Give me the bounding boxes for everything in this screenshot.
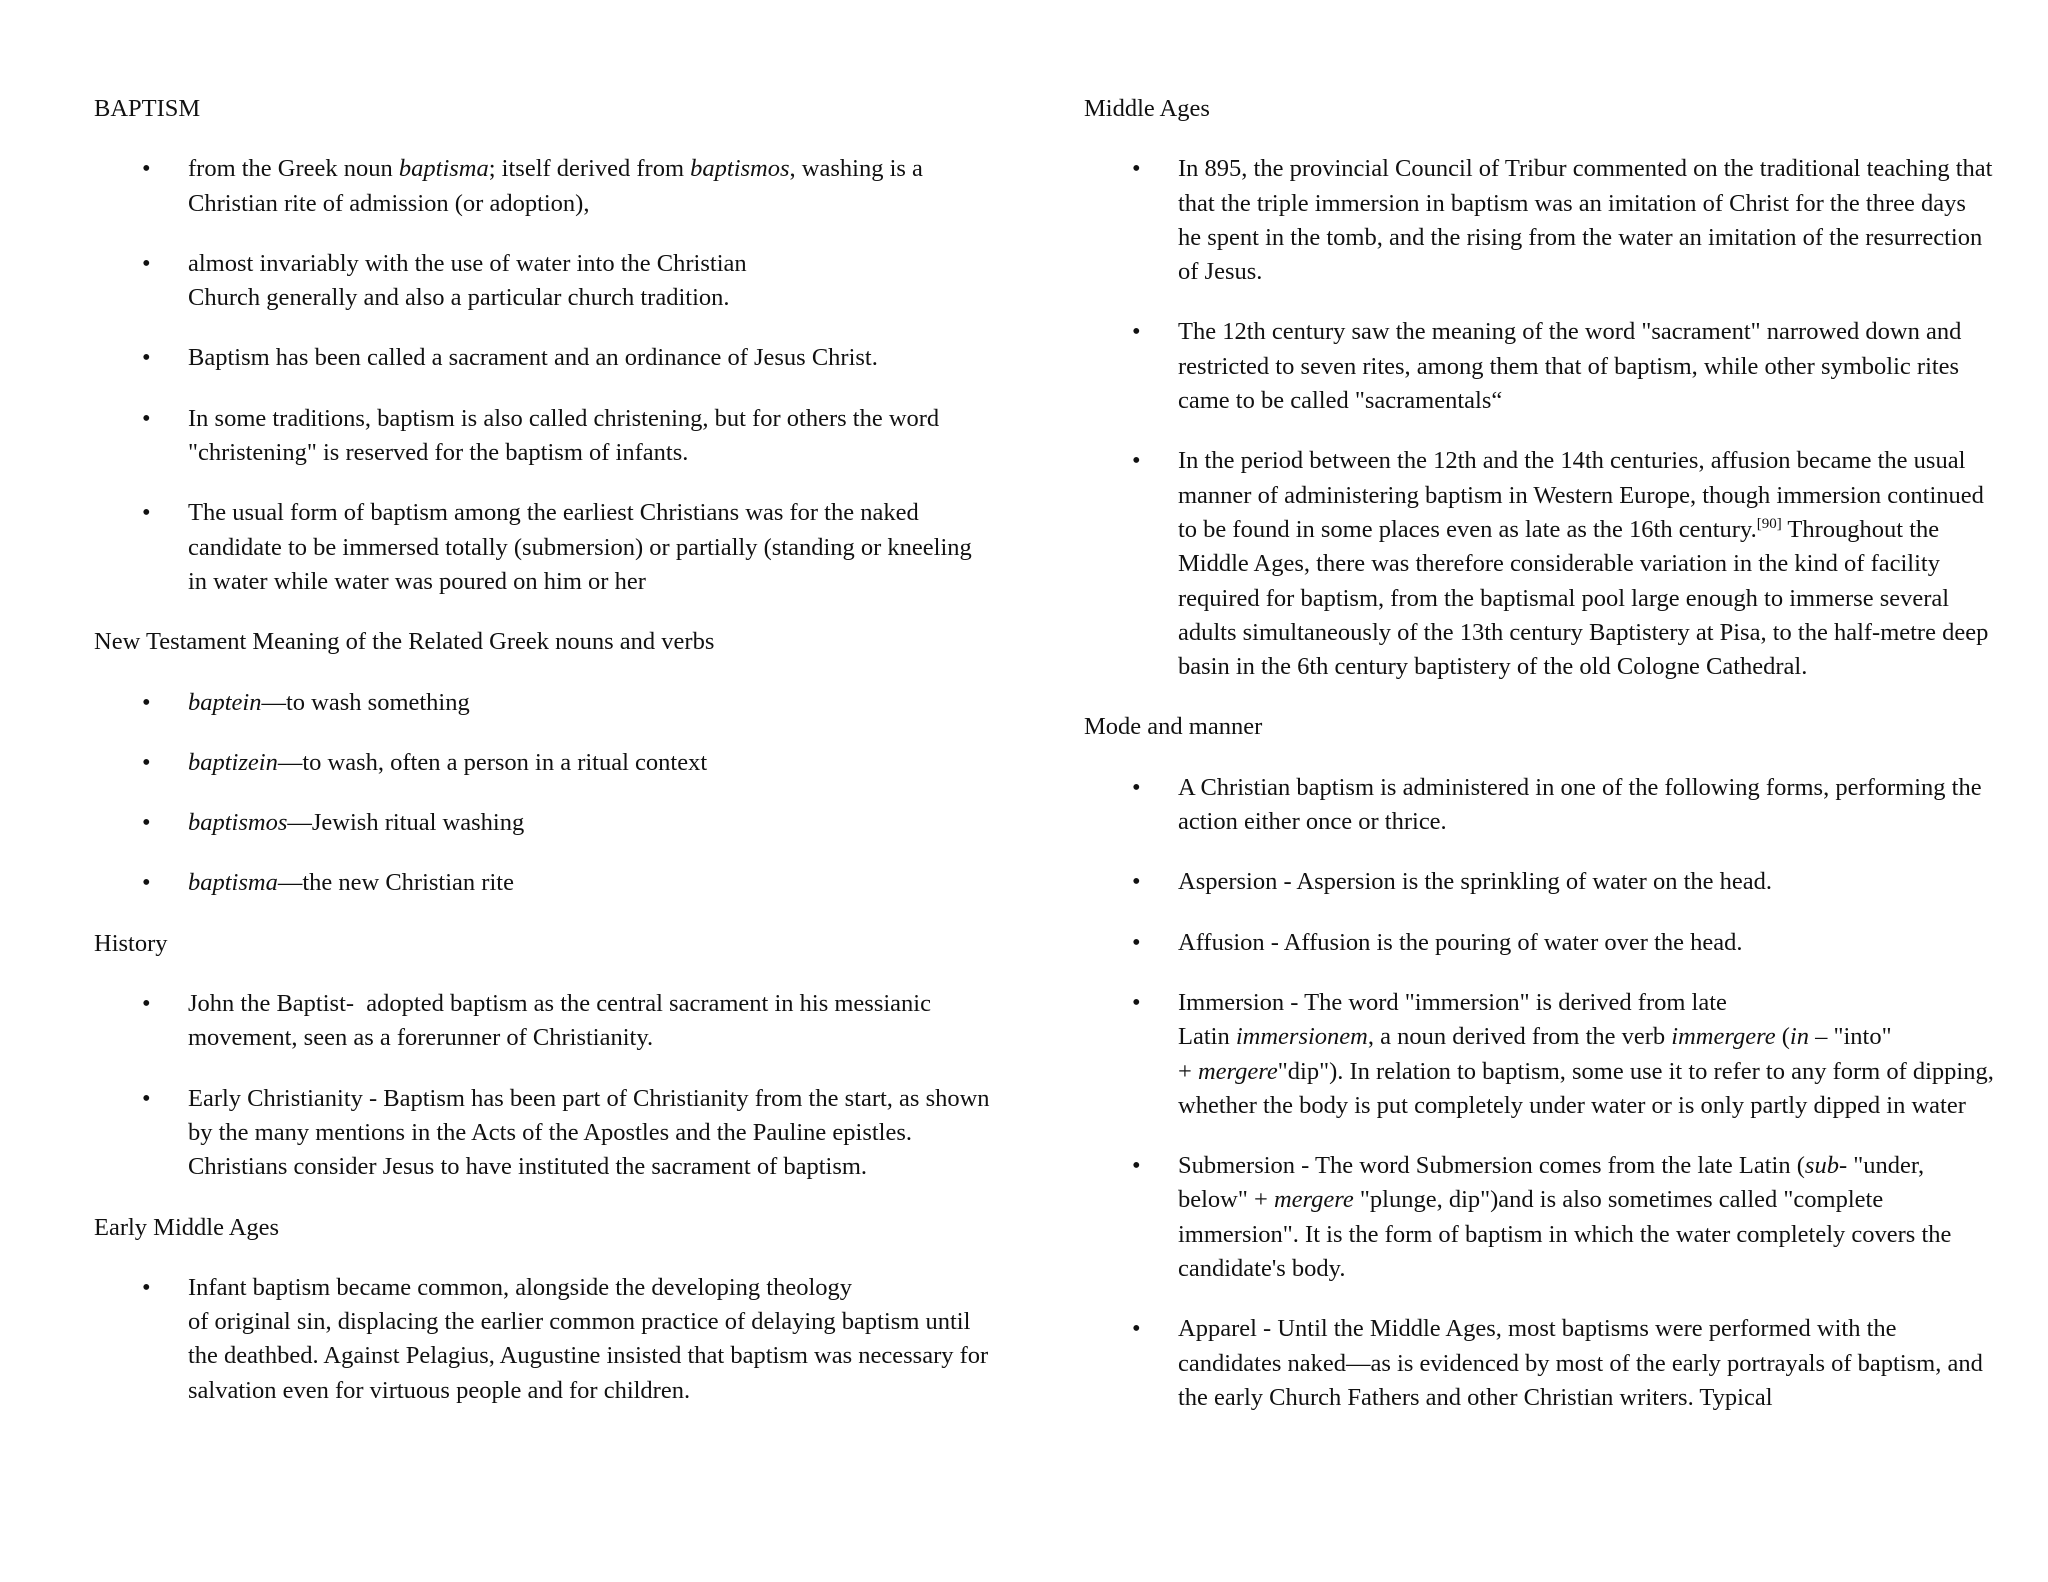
section-heading-mode-and-manner: Mode and manner (1084, 713, 1263, 741)
bullet-icon: • (142, 869, 151, 897)
list-item (1084, 152, 1994, 289)
list-item-text: Submersion - The word Submersion comes from the late Latin (sub- "under, below" + mergere "plunge, dip")and is also sometimes called "complete immersion". It is the form of baptism in which the water completely covers the candidate's body. (1178, 1152, 1952, 1283)
list-item-text: Early Christianity - Baptism has been part of Christianity from the start, as shown by the many mentions in the Acts of the Apostles and the Pauline epistles. Christians consider Jesus to have instituted the sacrament of baptism. (188, 1084, 990, 1181)
list-item (94, 496, 994, 599)
list-item (1084, 926, 1994, 960)
bullet-icon: • (142, 404, 151, 432)
list-item (1084, 986, 1994, 1123)
bullet-icon: • (1132, 318, 1141, 346)
intro-bullet-list (94, 152, 994, 599)
bullet-icon: • (142, 1273, 151, 1301)
list-item-text: A Christian baptism is administered in one of the following forms, performing the action either once or thrice. (1178, 773, 1982, 836)
bullet-icon: • (142, 748, 151, 776)
list-item (1084, 1312, 1994, 1415)
middle-ages-bullet-list (1084, 152, 1994, 684)
left-column (94, 92, 994, 1434)
list-item (94, 152, 994, 221)
list-item-text: John the Baptist- adopted baptism as the central sacrament in his messianic movement, seen as a forerunner of Christianity. (188, 990, 931, 1052)
section-heading-early-middle-ages: Early Middle Ages (94, 1213, 280, 1241)
document-title: BAPTISM (94, 95, 201, 122)
bullet-icon: • (1132, 773, 1141, 801)
list-item (94, 1271, 994, 1408)
early-middle-ages-bullet-list (94, 1271, 994, 1408)
list-item-text: The usual form of baptism among the earliest Christians was for the naked candidate to be immersed totally (submersion) or partially (standing or kneeling in water while water was poured on him or her (188, 499, 972, 595)
list-item-text: baptismos—Jewish ritual washing (188, 809, 525, 837)
bullet-icon: • (142, 990, 151, 1018)
bullet-icon: • (1132, 447, 1141, 475)
bullet-icon: • (142, 344, 151, 372)
bullet-icon: • (142, 249, 151, 277)
list-item-text: baptein—to wash something (188, 688, 470, 716)
list-item-text: from the Greek noun baptisma; itself derived from baptismos, washing is a Christian rite of admission (or adoption), (188, 155, 923, 217)
list-item-text: baptizein—to wash, often a person in a ritual context (188, 748, 708, 776)
list-item-text: In the period between the 12th and the 14th centuries, affusion became the usual manner of administering baptism in Western Europe, though immersion continued to be found in some places even as late as the 16th century.[90] Throughout the Middle Ages, there was therefore considerable variation in the kind of facility required for baptism, from the baptismal pool large enough to immerse several adults simultaneously of the 13th century Baptistery at Pisa, to the half-metre deep basin in the 6th century baptistery of the old Cologne Cathedral. (1178, 447, 1989, 681)
bullet-icon: • (1132, 155, 1141, 183)
history-bullet-list (94, 987, 994, 1184)
list-item-text: Affusion - Affusion is the pouring of water over the head. (1178, 928, 1743, 956)
list-item-text: In some traditions, baptism is also called christening, but for others the word "christening" is reserved for the baptism of infants. (188, 404, 940, 467)
list-item (1084, 771, 1994, 840)
list-item (1084, 1149, 1994, 1286)
list-item-text: Infant baptism became common, alongside the developing theology of original sin, displacing the earlier common practice of delaying baptism until the deathbed. Against Pelagius, Augustine insisted that baptism was necessary for salvation even for virtuous people and for children. (188, 1273, 989, 1404)
list-item (1084, 315, 1994, 418)
bullet-icon: • (142, 1084, 151, 1112)
list-item-text: Baptism has been called a sacrament and an ordinance of Jesus Christ. (188, 344, 878, 372)
list-item (1084, 865, 1994, 899)
list-item-text: baptisma—the new Christian rite (188, 869, 514, 897)
bullet-icon: • (1132, 868, 1141, 896)
section-heading-new-testament: New Testament Meaning of the Related Greek nouns and verbs (94, 628, 715, 656)
list-item (94, 1082, 994, 1185)
list-item-text: In 895, the provincial Council of Tribur commented on the traditional teaching that that the triple immersion in baptism was an imitation of Christ for the three days he spent in the tomb, and the rising from the water an imitation of the resurrection of Jesus. (1178, 155, 1993, 286)
section-heading-middle-ages: Middle Ages (1084, 95, 1210, 122)
bullet-icon: • (142, 688, 151, 716)
list-item (94, 806, 994, 840)
list-item (1084, 444, 1994, 684)
new-testament-bullet-list (94, 686, 994, 901)
bullet-icon: • (1132, 928, 1141, 956)
list-item-text: The 12th century saw the meaning of the word "sacrament" narrowed down and restricted to seven rites, among them that of baptism, while other symbolic rites came to be called "sacramentals“ (1178, 318, 1962, 415)
list-item-text: Immersion - The word "immersion" is derived from late Latin immersionem, a noun derived from the verb immergere (in – "into" + mergere"dip"). In relation to baptism, some use it to refer to any form of dipping, whether the body is put completely under water or is only partly dipped in water (1178, 988, 1994, 1119)
list-item (94, 866, 994, 900)
mode-and-manner-bullet-list (1084, 771, 1994, 1415)
bullet-icon: • (142, 809, 151, 837)
list-item (94, 247, 994, 316)
bullet-icon: • (142, 155, 151, 183)
bullet-icon: • (142, 499, 151, 527)
list-item-text: Apparel - Until the Middle Ages, most baptisms were performed with the candidates naked—as is evidenced by most of the early portrayals of baptism, and the early Church Fathers and other Christian writers. Typical (1178, 1315, 1983, 1411)
list-item (94, 746, 994, 780)
bullet-icon: • (1132, 988, 1141, 1016)
section-heading-history: History (94, 929, 168, 957)
list-item (94, 341, 994, 375)
list-item-text: Aspersion - Aspersion is the sprinkling of water on the head. (1178, 868, 1773, 896)
bullet-icon: • (1132, 1315, 1141, 1343)
bullet-icon: • (1132, 1152, 1141, 1180)
list-item (94, 686, 994, 720)
right-column (1084, 92, 1994, 1441)
list-item (94, 987, 994, 1056)
list-item-text: almost invariably with the use of water into the Christian Church generally and also a particular church tradition. (188, 249, 747, 312)
list-item (94, 402, 994, 471)
